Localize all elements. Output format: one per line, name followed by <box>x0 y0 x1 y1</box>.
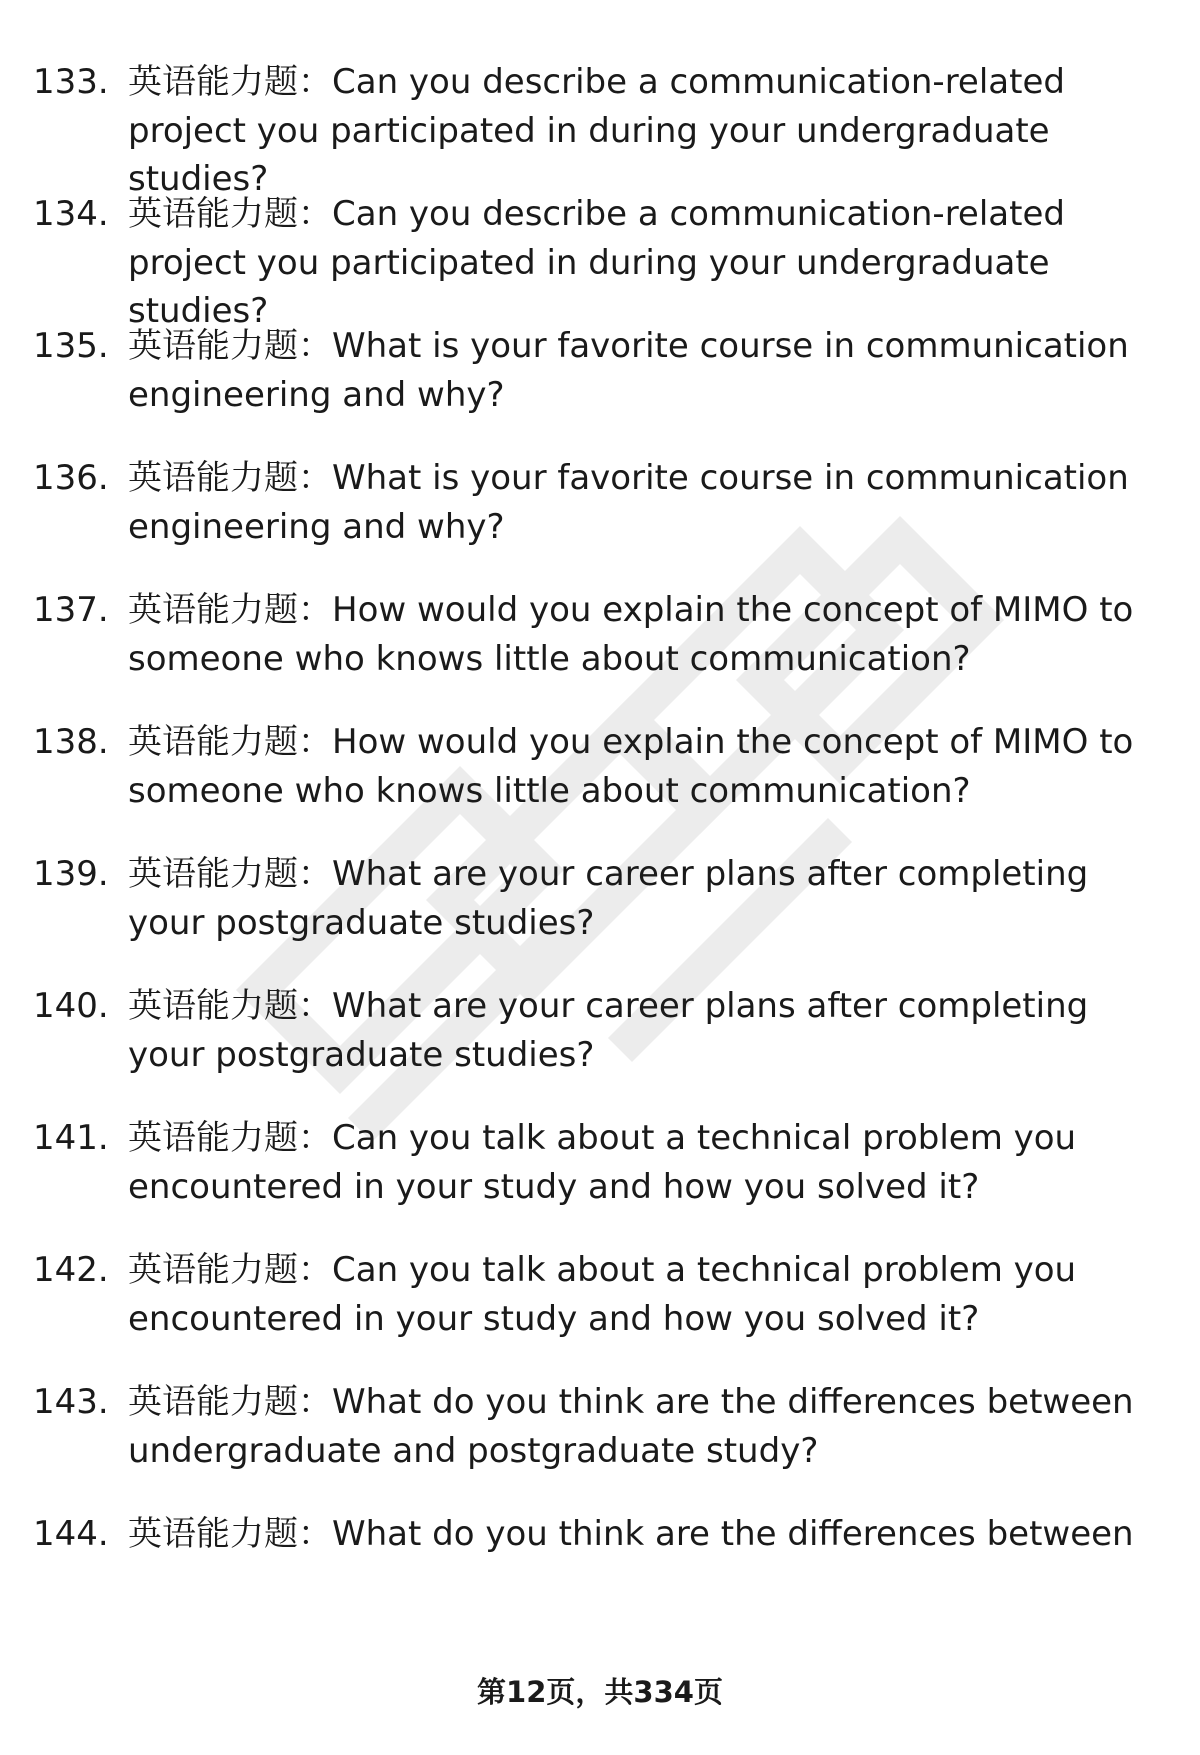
question-text: What is your favorite course in communication engineering and why? <box>128 326 1129 415</box>
question-item <box>0 58 1200 199</box>
question-number: 144. <box>33 1514 109 1554</box>
question-number: 135. <box>33 326 109 366</box>
question-body <box>128 1378 1168 1475</box>
question-category: 英语能力题： <box>128 722 332 762</box>
question-category: 英语能力题： <box>128 326 332 366</box>
page-number-footer: 第12页，共334页 <box>477 1675 723 1709</box>
question-item <box>0 718 1200 850</box>
question-category: 英语能力题： <box>128 1382 332 1422</box>
question-category: 英语能力题： <box>128 1514 332 1554</box>
question-number: 140. <box>33 986 109 1026</box>
question-item <box>0 1114 1200 1246</box>
question-body <box>128 58 1168 204</box>
question-number: 136. <box>33 458 109 498</box>
question-text: What do you think are the differences between undergraduate and postgraduate study? <box>128 1382 1134 1471</box>
question-text: What are your career plans after completing your postgraduate studies? <box>128 854 1089 943</box>
question-category: 英语能力题： <box>128 854 332 894</box>
question-item <box>0 982 1200 1114</box>
question-body <box>128 1510 1168 1559</box>
question-item <box>0 190 1200 331</box>
question-body <box>128 718 1168 815</box>
question-item <box>0 322 1200 454</box>
question-text: What do you think are the differences between <box>332 1514 1134 1554</box>
question-text: Can you describe a communication-related project you participated in during your undergraduate studies? <box>128 62 1065 199</box>
question-text: Can you describe a communication-related project you participated in during your undergraduate studies? <box>128 194 1065 331</box>
question-item <box>0 1246 1200 1378</box>
question-category: 英语能力题： <box>128 62 332 102</box>
question-item <box>0 850 1200 982</box>
question-number: 139. <box>33 854 109 894</box>
question-text: What are your career plans after completing your postgraduate studies? <box>128 986 1089 1075</box>
question-item <box>0 1510 1200 1570</box>
question-category: 英语能力题： <box>128 590 332 630</box>
question-body <box>128 850 1168 947</box>
question-number: 143. <box>33 1382 109 1422</box>
question-body <box>128 586 1168 683</box>
question-number: 137. <box>33 590 109 630</box>
question-text: How would you explain the concept of MIMO to someone who knows little about communication? <box>128 590 1134 679</box>
question-text: How would you explain the concept of MIMO to someone who knows little about communication? <box>128 722 1134 811</box>
question-body <box>128 454 1168 551</box>
question-number: 134. <box>33 194 109 234</box>
question-number: 141. <box>33 1118 109 1158</box>
question-list <box>0 58 1200 1570</box>
question-category: 英语能力题： <box>128 1250 332 1290</box>
question-number: 138. <box>33 722 109 762</box>
question-number: 133. <box>33 62 109 102</box>
question-category: 英语能力题： <box>128 1118 332 1158</box>
question-item <box>0 1378 1200 1510</box>
question-body <box>128 982 1168 1079</box>
question-body <box>128 322 1168 419</box>
question-category: 英语能力题： <box>128 458 332 498</box>
question-text: Can you talk about a technical problem you encountered in your study and how you solved it? <box>128 1118 1077 1207</box>
question-text: What is your favorite course in communication engineering and why? <box>128 458 1129 547</box>
question-text: Can you talk about a technical problem you encountered in your study and how you solved it? <box>128 1250 1077 1339</box>
question-body <box>128 190 1168 336</box>
question-number: 142. <box>33 1250 109 1290</box>
question-category: 英语能力题： <box>128 986 332 1026</box>
question-item <box>0 586 1200 718</box>
question-body <box>128 1246 1168 1343</box>
question-item <box>0 454 1200 586</box>
question-body <box>128 1114 1168 1211</box>
question-category: 英语能力题： <box>128 194 332 234</box>
